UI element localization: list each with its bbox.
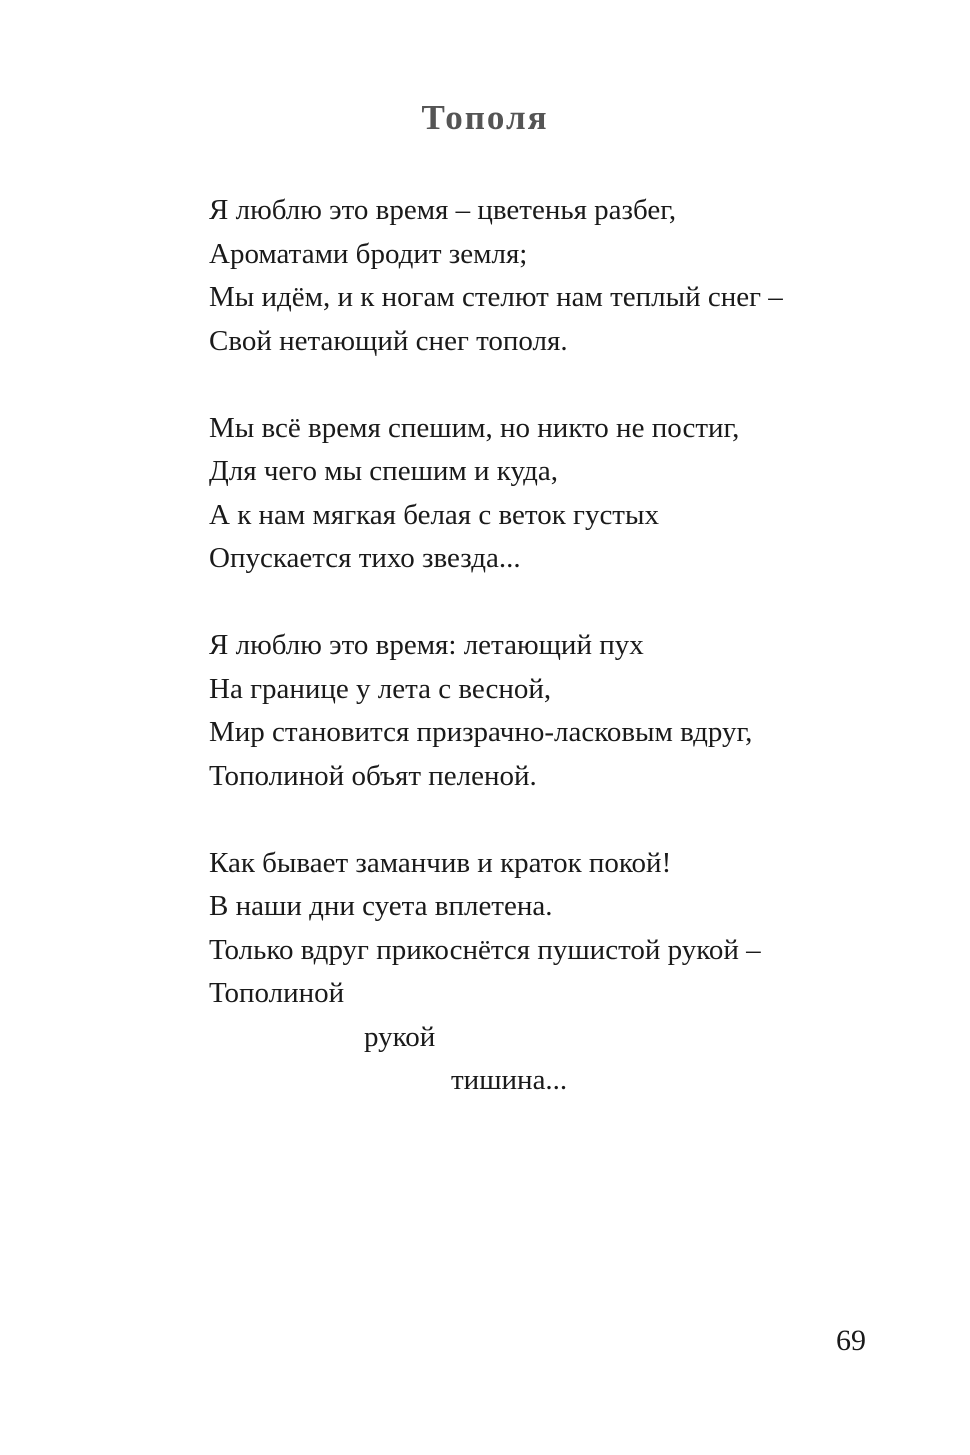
stanza-4: [209, 842, 909, 1103]
poem-line: Мы идём, и к ногам стелют нам теплый снег –: [209, 281, 783, 313]
poem-line: На границе у лета с весной,: [209, 672, 552, 705]
poem-title: Тополя: [421, 98, 549, 137]
poem-line: Я люблю это время: летающий пух: [209, 629, 644, 661]
poem-line: В наши дни суета вплетена.: [209, 890, 553, 922]
poem-line: Свой нетающий снег тополя.: [209, 324, 568, 357]
poem-line-indented: тишина...: [451, 1064, 568, 1096]
poem-line: Ароматами бродит земля;: [209, 237, 528, 270]
poem-line-indented: рукой: [364, 1020, 436, 1053]
stanza-gap: [209, 798, 909, 842]
poem-body: [209, 189, 909, 1103]
poem-line: А к нам мягкая белая с веток густых: [209, 498, 659, 531]
poem-line: Как бывает заманчив и краток покой!: [209, 846, 672, 879]
poem-line: Только вдруг прикоснётся пушистой рукой –: [209, 933, 761, 966]
stanza-1: [209, 189, 909, 363]
poem-line: Мир становится призрачно-ласковым вдруг,: [209, 716, 753, 748]
stanza-2: [209, 407, 909, 581]
stanza-gap: [209, 363, 909, 407]
poem-line: Опускается тихо звезда...: [209, 542, 521, 574]
page-number: 69: [836, 1324, 866, 1357]
stanza-gap: [209, 581, 909, 625]
poem-line: Я люблю это время – цветенья разбег,: [209, 194, 677, 226]
poem-line: Тополиной: [209, 977, 345, 1009]
poem-line: Тополиной объят пеленой.: [209, 759, 537, 792]
stanza-3: [209, 624, 909, 798]
poem-line: Для чего мы спешим и куда,: [209, 455, 559, 487]
poem-line: Мы всё время спешим, но никто не постиг,: [209, 411, 740, 444]
